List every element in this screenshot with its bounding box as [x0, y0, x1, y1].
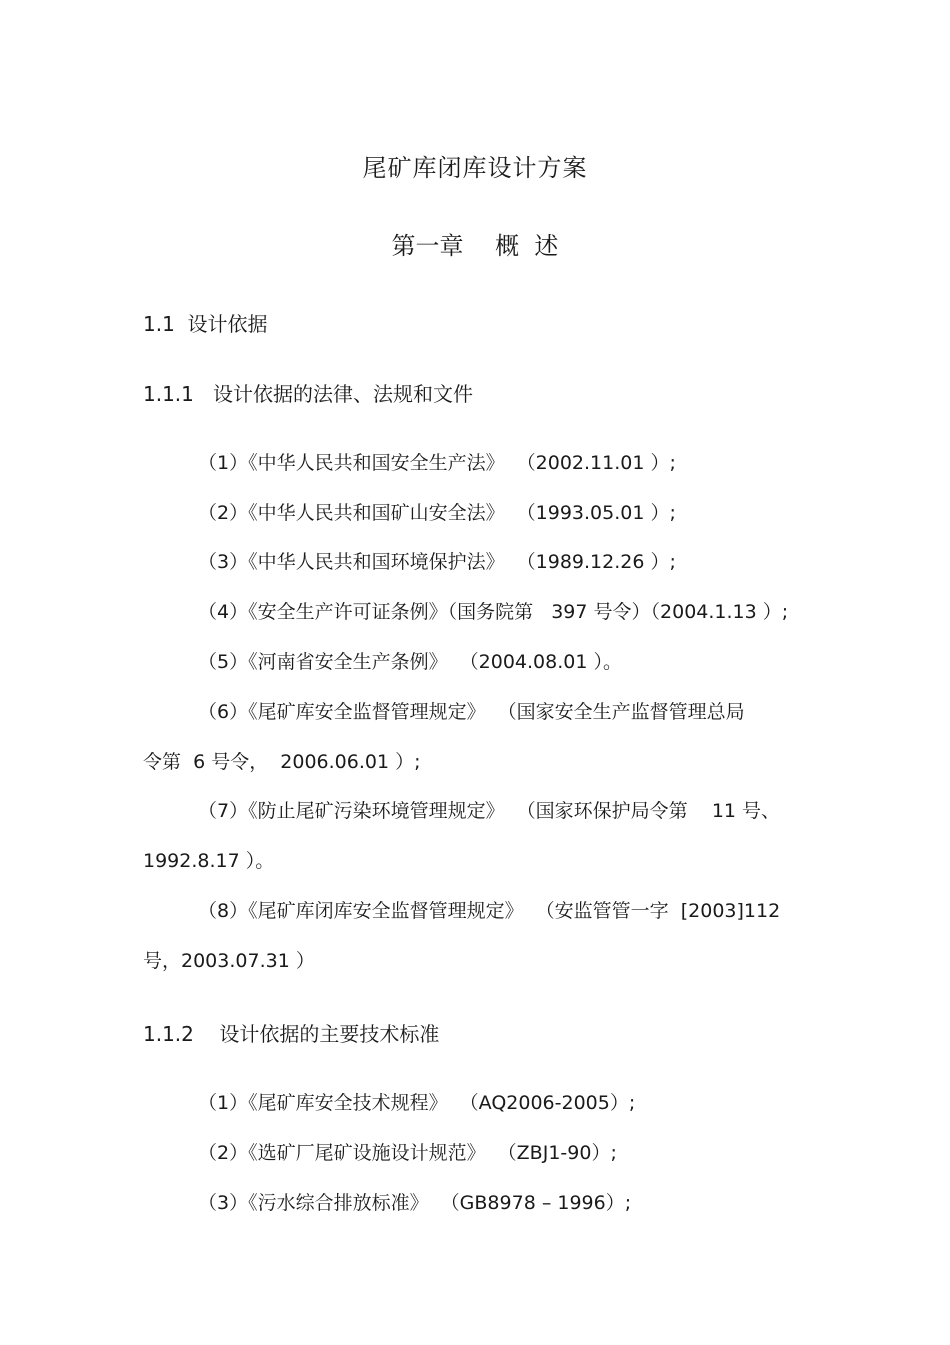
law-item-6-continued: 令第 6 号令， 2006.06.01 ）;	[143, 751, 421, 773]
law-item-8-continued: 号，2003.07.31 ）	[143, 950, 315, 972]
standard-item-2: （2）《选矿厂尾矿设施设计规范》 （ZBJ1-90）;	[198, 1142, 617, 1164]
law-item-5: （5）《河南省安全生产条例》 （2004.08.01 ）。	[198, 651, 622, 673]
law-item-3: （3）《中华人民共和国环境保护法》 （1989.12.26 ）;	[198, 551, 676, 573]
law-item-7-continued: 1992.8.17 ）。	[143, 850, 275, 872]
law-item-2: （2）《中华人民共和国矿山安全法》 （1993.05.01 ）;	[198, 502, 676, 524]
section-heading-1-1: 1.1 设计依据	[143, 312, 268, 336]
chapter-heading: 第一章 概 述	[391, 232, 559, 260]
standard-item-1: （1）《尾矿库安全技术规程》 （AQ2006-2005）;	[198, 1092, 636, 1114]
document-title: 尾矿库闭库设计方案	[362, 154, 588, 182]
law-item-6: （6）《尾矿库安全监督管理规定》 （国家安全生产监督管理总局	[198, 701, 745, 723]
standard-item-3: （3）《污水综合排放标准》 （GB8978 – 1996）;	[198, 1192, 632, 1214]
law-item-1: （1）《中华人民共和国安全生产法》 （2002.11.01 ）;	[198, 452, 676, 474]
law-item-4: （4）《安全生产许可证条例》（国务院第 397 号令）（2004.1.13 ）;	[198, 601, 789, 623]
section-heading-1-1-1: 1.1.1 设计依据的法律、法规和文件	[143, 382, 473, 406]
law-item-8: （8）《尾矿库闭库安全监督管理规定》 （安监管管一字 [2003]112	[198, 900, 781, 922]
law-item-7: （7）《防止尾矿污染环境管理规定》 （国家环保护局令第 11 号、	[198, 800, 781, 822]
section-heading-1-1-2: 1.1.2 设计依据的主要技术标准	[143, 1022, 440, 1046]
